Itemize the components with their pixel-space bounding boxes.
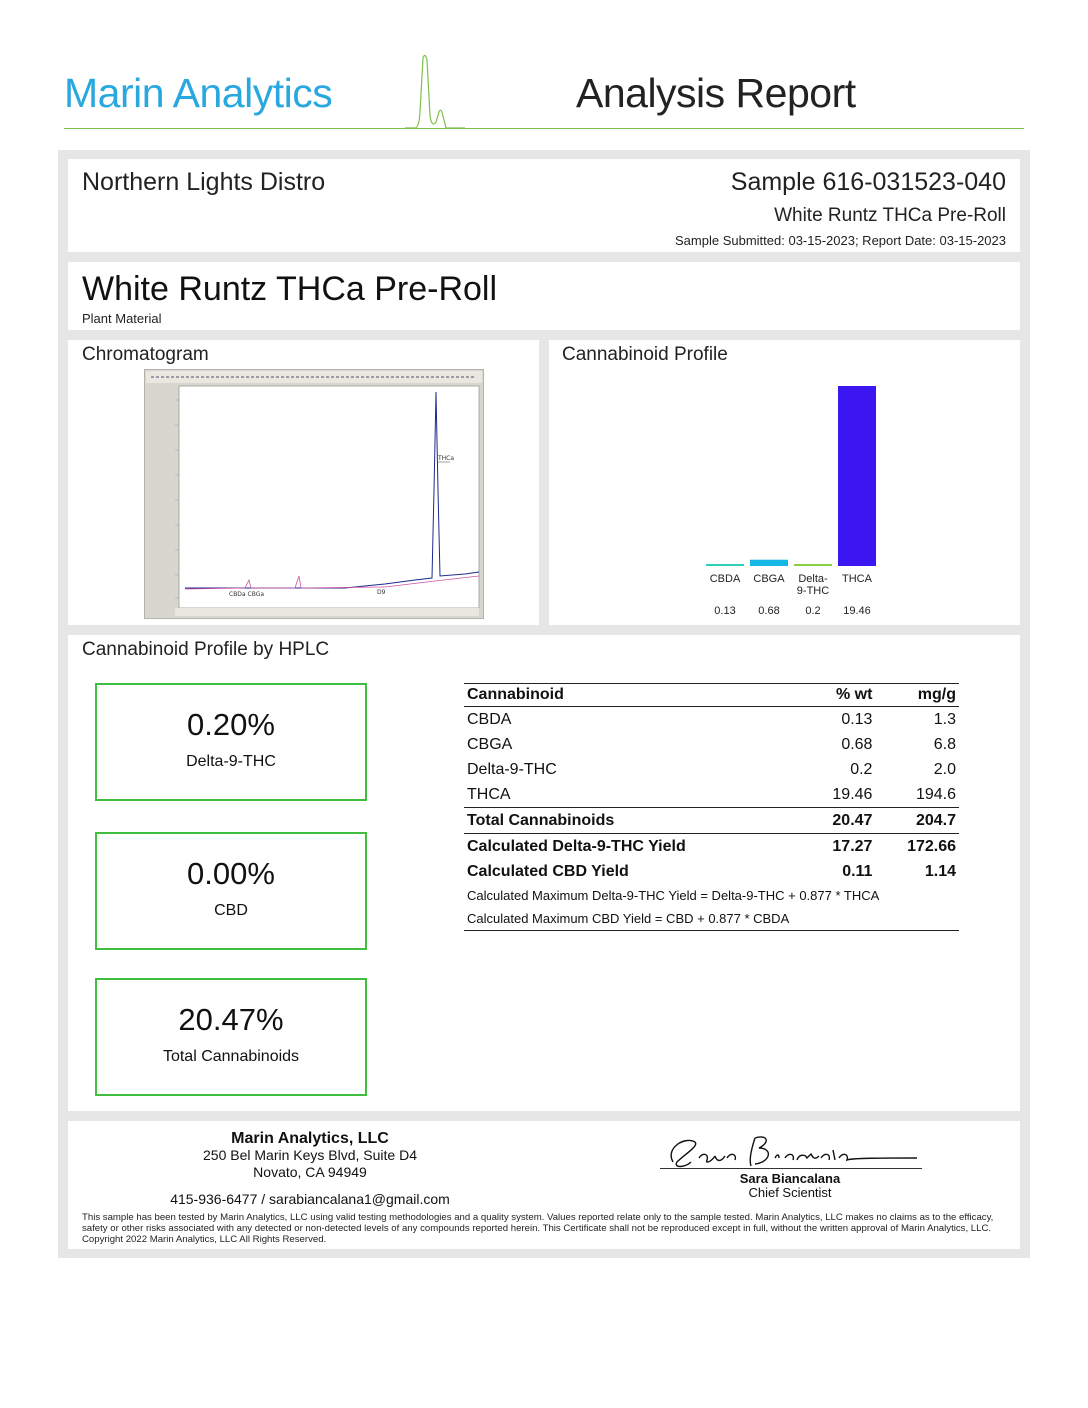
signer-block xyxy=(655,1172,925,1200)
company-address-line2: Novato, CA 94949 xyxy=(253,1164,367,1180)
cbd-yield-row xyxy=(464,859,959,884)
cell-name: CBGA xyxy=(467,735,513,753)
yield-percent: 0.11 xyxy=(842,862,873,880)
formula-note-row xyxy=(464,907,959,931)
bar-thca xyxy=(838,386,876,566)
sample-id: Sample 616-031523-040 xyxy=(730,168,1006,196)
brand-logo-text: Marin Analytics xyxy=(64,70,333,116)
chromatogram-peak-logo xyxy=(405,52,465,132)
total-row xyxy=(464,808,959,834)
cbd-summary-box xyxy=(95,832,367,950)
category-label: THCA xyxy=(842,573,872,585)
value-label: 19.46 xyxy=(843,605,871,617)
category-label: CBGA xyxy=(753,573,785,585)
results-header-row xyxy=(464,684,959,707)
col-header-cannabinoid: Cannabinoid xyxy=(464,684,806,707)
table-row xyxy=(464,757,959,782)
sample-dates: Sample Submitted: 03-15-2023; Report Date: 03-15-2023 xyxy=(675,233,1006,248)
formula-note: Calculated Maximum CBD Yield = CBD + 0.877 * CBDA xyxy=(464,907,959,931)
thca-peak-label: THCa xyxy=(438,455,455,462)
chromatogram-plot xyxy=(145,370,483,618)
results-table xyxy=(464,683,959,931)
cell-percent: 0.68 xyxy=(841,735,873,753)
cannabinoid-bar-chart xyxy=(690,376,900,621)
value-label: 0.2 xyxy=(805,605,821,617)
yield-mg: 172.66 xyxy=(907,837,956,855)
signature-line xyxy=(660,1168,922,1169)
yield-name: Calculated CBD Yield xyxy=(467,862,629,880)
profile-chart-heading: Cannabinoid Profile xyxy=(562,344,728,365)
cell-mg: 2.0 xyxy=(933,760,956,778)
yield-mg: 1.14 xyxy=(924,862,956,880)
company-block xyxy=(160,1130,460,1208)
product-matrix: Plant Material xyxy=(82,311,162,326)
chromatogram-image xyxy=(144,369,484,619)
signer-title: Chief Scientist xyxy=(748,1185,832,1200)
col-header-mg: mg/g xyxy=(875,684,959,707)
disclaimer-text: This sample has been tested by Marin Analytics, LLC using valid testing methodologies and a quality system. Values reported relate only to the sample tested. Marin Analytics, LLC makes no claims as to the efficacy, safety or other risks associated with any detected or non-detected levels of any compounds reported herein. This Certificate shall not be reproduced except in full, without the written approval of Marin Analytics, LLC. Copyright 2022 Marin Analytics, LLC All Rights Reserved. xyxy=(82,1212,994,1245)
company-name: Marin Analytics, LLC xyxy=(231,1130,389,1147)
signer-name: Sara Biancalana xyxy=(739,1171,841,1186)
table-row xyxy=(464,732,959,757)
cbda-cbga-peak-label: CBDa CBGa xyxy=(229,591,265,598)
formula-note: Calculated Maximum Delta-9-THC Yield = Delta-9-THC + 0.877 * THCA xyxy=(467,888,880,903)
company-contact: 415-936-6477 / sarabiancalana1@gmail.com xyxy=(170,1191,450,1207)
delta9-yield-row xyxy=(464,834,959,860)
cell-mg: 1.3 xyxy=(933,710,956,728)
hplc-heading: Cannabinoid Profile by HPLC xyxy=(82,639,330,660)
cbd-summary-value: 0.00% xyxy=(187,856,275,891)
chromatogram-heading: Chromatogram xyxy=(82,344,209,365)
cell-name: CBDA xyxy=(467,710,512,728)
total-percent: 20.47 xyxy=(806,808,876,834)
yield-name: Calculated Delta-9-THC Yield xyxy=(467,837,686,855)
delta9-summary-value: 0.20% xyxy=(187,707,275,742)
delta9-summary-box xyxy=(95,683,367,801)
formula-note-row xyxy=(464,884,959,907)
cell-name: THCA xyxy=(467,785,511,803)
total-summary-value: 20.47% xyxy=(178,1002,284,1037)
product-title: White Runtz THCa Pre-Roll xyxy=(82,270,498,308)
table-row xyxy=(464,782,959,808)
cell-percent: 19.46 xyxy=(832,785,873,803)
sample-name: White Runtz THCa Pre-Roll xyxy=(774,205,1006,226)
table-row xyxy=(464,707,959,733)
cell-mg: 194.6 xyxy=(915,785,956,803)
total-summary-label: Total Cannabinoids xyxy=(162,1048,300,1065)
cell-percent: 0.13 xyxy=(841,710,873,728)
yield-percent: 17.27 xyxy=(832,837,873,855)
value-label: 0.13 xyxy=(714,605,736,617)
total-mg: 204.7 xyxy=(875,808,959,834)
total-name: Total Cannabinoids xyxy=(464,808,806,834)
bar-delta-9-thc xyxy=(794,564,832,566)
value-label: 0.68 xyxy=(758,605,780,617)
header-divider xyxy=(64,128,1024,129)
cell-mg: 6.8 xyxy=(933,735,956,753)
cbd-summary-label: CBD xyxy=(214,902,248,919)
client-name: Northern Lights Distro xyxy=(82,168,326,196)
cell-name: Delta-9-THC xyxy=(467,760,557,778)
company-address-line1: 250 Bel Marin Keys Blvd, Suite D4 xyxy=(203,1147,417,1163)
report-title: Analysis Report xyxy=(576,70,856,116)
bar-cbga xyxy=(750,560,788,566)
category-label: Delta-9-THC xyxy=(796,573,830,597)
total-summary-box xyxy=(95,978,367,1096)
cell-percent: 0.2 xyxy=(850,760,873,778)
category-label: CBDA xyxy=(709,573,741,585)
delta9-summary-label: Delta-9-THC xyxy=(186,753,276,770)
d9-peak-label: D9 xyxy=(377,589,386,596)
col-header-percent: % wt xyxy=(806,684,876,707)
bar-cbda xyxy=(706,564,744,566)
